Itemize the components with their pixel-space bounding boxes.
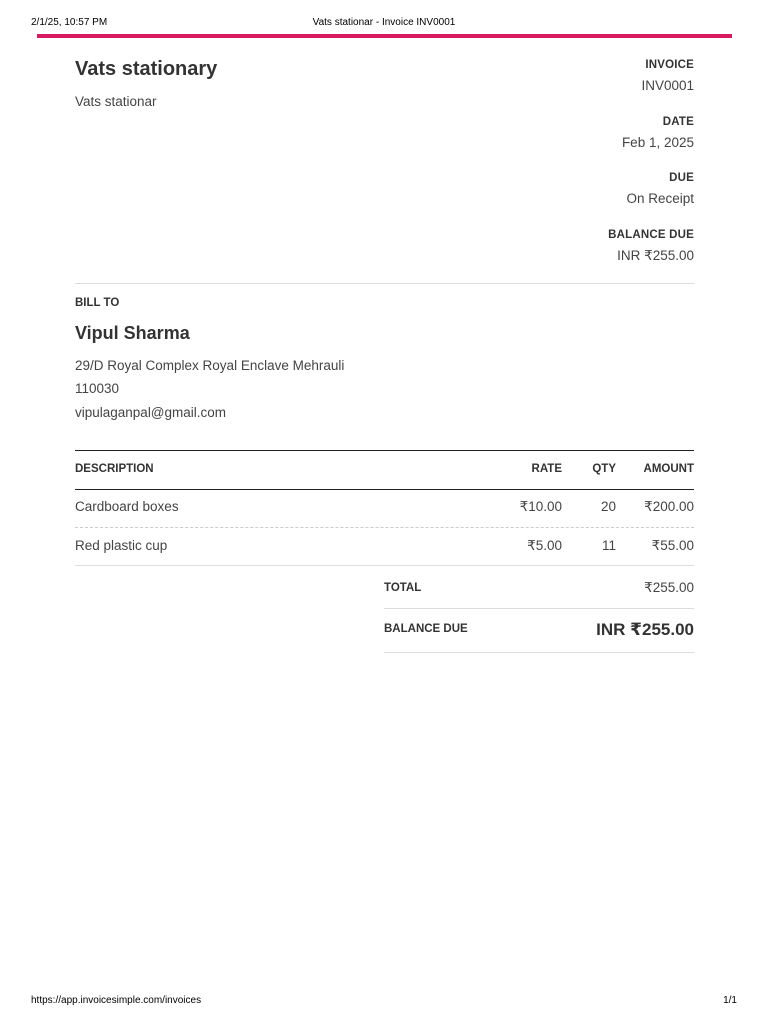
balance-due-label: BALANCE DUE: [608, 229, 694, 241]
customer-email: vipulaganpal@gmail.com: [75, 405, 227, 420]
invoice-balance-block: [608, 229, 694, 264]
total-value: ₹255.00: [644, 580, 694, 595]
total-label: TOTAL: [384, 582, 422, 594]
table-header-rule: [75, 489, 694, 490]
column-header-amount: AMOUNT: [643, 463, 694, 475]
invoice-due-block: [626, 172, 694, 206]
table-bottom-rule: [75, 565, 694, 566]
print-document-title: Vats stationar - Invoice INV0001: [312, 17, 456, 28]
balance-due-summary-label: BALANCE DUE: [384, 623, 468, 635]
item-qty: 20: [600, 499, 616, 514]
print-footer: [31, 995, 737, 1009]
column-header-rate: RATE: [531, 463, 562, 475]
customer-address: 29/D Royal Complex Royal Enclave Mehrauli: [75, 358, 345, 373]
invoice-number: INV0001: [641, 78, 694, 93]
divider: [75, 283, 694, 284]
item-rate: ₹5.00: [527, 538, 562, 553]
business-subtitle: Vats stationar: [75, 94, 157, 109]
print-url: https://app.invoicesimple.com/invoices: [31, 995, 202, 1006]
column-header-description: DESCRIPTION: [75, 463, 154, 475]
invoice-date-block: [622, 116, 694, 150]
invoice-number-block: [641, 59, 694, 93]
item-amount: ₹55.00: [651, 538, 694, 553]
item-description: Red plastic cup: [75, 538, 168, 553]
print-header: [31, 17, 737, 31]
bill-to-label: BILL TO: [75, 297, 120, 309]
balance-due-value: INR ₹255.00: [617, 248, 694, 263]
business-name: Vats stationary: [75, 58, 218, 80]
print-page-number: 1/1: [723, 995, 737, 1006]
totals-divider: [384, 608, 694, 609]
date-label: DATE: [662, 116, 694, 128]
item-amount: ₹200.00: [644, 499, 694, 514]
row-divider: [75, 527, 694, 528]
invoice-label: INVOICE: [645, 59, 694, 71]
item-qty: 11: [601, 538, 616, 553]
totals-bottom-rule: [384, 652, 694, 653]
print-datetime: 2/1/25, 10:57 PM: [31, 17, 108, 28]
item-description: Cardboard boxes: [75, 499, 179, 514]
customer-postal-code: 110030: [75, 381, 120, 396]
accent-bar: [37, 34, 732, 38]
due-value: On Receipt: [626, 191, 694, 206]
item-rate: ₹10.00: [519, 499, 562, 514]
date-value: Feb 1, 2025: [621, 135, 694, 150]
table-top-rule: [75, 450, 694, 451]
column-header-qty: QTY: [592, 463, 616, 475]
balance-due-summary-value: INR ₹255.00: [596, 620, 694, 639]
due-label: DUE: [669, 172, 694, 184]
customer-name: Vipul Sharma: [75, 323, 190, 343]
